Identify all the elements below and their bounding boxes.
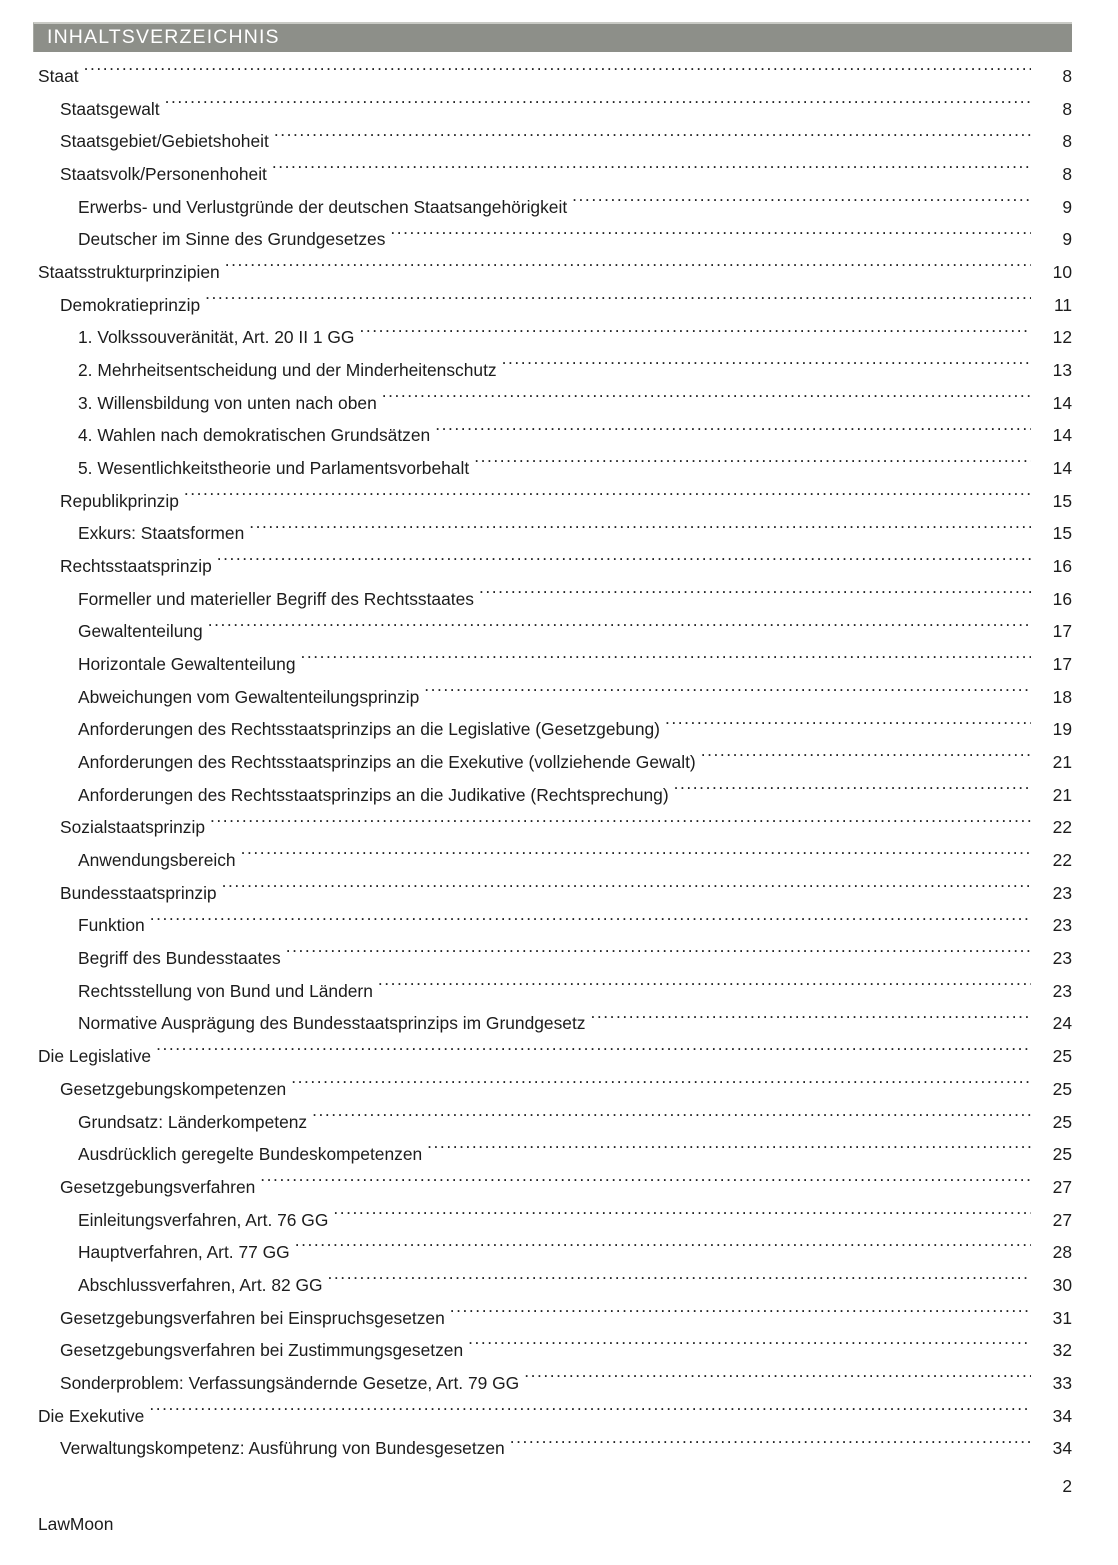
- toc-leader-dots: [272, 163, 1031, 180]
- toc-entry-page-number: 11: [1053, 294, 1072, 315]
- table-of-contents-list: [0, 60, 1118, 1465]
- toc-entry-page-number: 25: [1052, 1046, 1072, 1067]
- toc-leader-dots: [479, 587, 1031, 604]
- toc-entry[interactable]: [0, 942, 1118, 975]
- toc-entry-label: 5. Wesentlichkeitstheorie und Parlamentsvorbehalt: [78, 458, 470, 479]
- toc-leader-dots: [502, 359, 1031, 376]
- page-number: 2: [1062, 1476, 1072, 1496]
- toc-entry-page-number: 22: [1052, 850, 1072, 871]
- toc-leader-dots: [701, 751, 1031, 768]
- toc-leader-dots: [291, 1077, 1031, 1094]
- toc-entry-label: Horizontale Gewaltenteilung: [78, 654, 296, 675]
- toc-leader-dots: [435, 424, 1031, 441]
- toc-entry-page-number: 8: [1062, 131, 1072, 152]
- toc-entry-label: Erwerbs- und Verlustgründe der deutschen Staatsangehörigkeit: [78, 196, 568, 217]
- toc-leader-dots: [524, 1371, 1031, 1388]
- toc-entry-page-number: 31: [1052, 1307, 1072, 1328]
- toc-entry-page-number: 25: [1052, 1144, 1072, 1165]
- toc-entry[interactable]: [0, 158, 1118, 191]
- toc-entry-page-number: 16: [1052, 556, 1072, 577]
- toc-entry-page-number: 14: [1052, 458, 1072, 479]
- toc-entry-label: 1. Volkssouveränität, Art. 20 II 1 GG: [78, 327, 355, 348]
- toc-entry-label: Einleitungsverfahren, Art. 76 GG: [78, 1209, 329, 1230]
- toc-entry-page-number: 17: [1052, 654, 1072, 675]
- toc-entry-page-number: 21: [1052, 784, 1072, 805]
- toc-entry[interactable]: [0, 681, 1118, 714]
- toc-entry-label: Gesetzgebungsverfahren bei Einspruchsgesetzen: [60, 1307, 445, 1328]
- toc-leader-dots: [249, 522, 1031, 539]
- toc-entry-page-number: 8: [1062, 66, 1072, 86]
- toc-entry-label: Bundesstaatsprinzip: [60, 882, 217, 903]
- toc-leader-dots: [84, 65, 1031, 82]
- footer-brand: LawMoon: [38, 1514, 114, 1534]
- toc-entry-page-number: 25: [1052, 1078, 1072, 1099]
- toc-leader-dots: [328, 1273, 1031, 1290]
- toc-entry-label: Normative Ausprägung des Bundesstaatsprinzips im Grundgesetz: [78, 1013, 586, 1034]
- toc-entry-label: Formeller und materieller Begriff des Rechtsstaates: [78, 588, 474, 609]
- toc-entry[interactable]: [0, 289, 1118, 322]
- toc-leader-dots: [424, 685, 1031, 702]
- toc-entry-label: Demokratieprinzip: [60, 294, 201, 315]
- toc-entry-label: Anforderungen des Rechtsstaatsprinzips an die Exekutive (vollziehende Gewalt): [78, 752, 696, 773]
- toc-entry-page-number: 8: [1062, 164, 1072, 185]
- toc-entry[interactable]: [0, 746, 1118, 779]
- toc-leader-dots: [295, 1241, 1031, 1258]
- toc-entry-page-number: 28: [1052, 1242, 1072, 1263]
- toc-leader-dots: [312, 1110, 1031, 1127]
- toc-entry-label: Gesetzgebungskompetenzen: [60, 1078, 287, 1099]
- toc-entry-label: Abweichungen vom Gewaltenteilungsprinzip: [78, 686, 420, 707]
- toc-entry[interactable]: [0, 1236, 1118, 1269]
- toc-leader-dots: [217, 555, 1031, 572]
- toc-entry-label: 4. Wahlen nach demokratischen Grundsätzen: [78, 425, 431, 446]
- toc-entry-page-number: 17: [1052, 621, 1072, 642]
- toc-leader-dots: [149, 1404, 1031, 1421]
- toc-entry-page-number: 32: [1052, 1340, 1072, 1361]
- toc-entry-label: Begriff des Bundesstaates: [78, 948, 281, 969]
- toc-entry[interactable]: [0, 713, 1118, 746]
- toc-entry-label: Republikprinzip: [60, 490, 179, 511]
- toc-entry-label: Anwendungsbereich: [78, 850, 236, 871]
- toc-entry-label: Deutscher im Sinne des Grundgesetzes: [78, 229, 386, 250]
- toc-entry-label: Rechtsstellung von Bund und Ländern: [78, 980, 373, 1001]
- toc-entry-label: Anforderungen des Rechtsstaatsprinzips an die Legislative (Gesetzgebung): [78, 719, 660, 740]
- toc-leader-dots: [205, 293, 1031, 310]
- toc-leader-dots: [450, 1306, 1031, 1323]
- toc-entry-page-number: 14: [1052, 425, 1072, 446]
- toc-entry-label: 2. Mehrheitsentscheidung und der Minderheitenschutz: [78, 360, 497, 381]
- toc-entry[interactable]: [0, 60, 1118, 93]
- toc-entry-label: Staatsgebiet/Gebietshoheit: [60, 131, 269, 152]
- toc-entry-label: Verwaltungskompetenz: Ausführung von Bundesgesetzen: [60, 1438, 505, 1459]
- toc-leader-dots: [260, 1175, 1031, 1192]
- toc-entry-label: Funktion: [78, 915, 145, 936]
- toc-entry-page-number: 23: [1052, 915, 1072, 936]
- toc-leader-dots: [378, 979, 1031, 996]
- toc-entry-page-number: 30: [1052, 1274, 1072, 1295]
- toc-entry-page-number: 18: [1052, 686, 1072, 707]
- toc-entry-page-number: 24: [1052, 1013, 1072, 1034]
- toc-leader-dots: [222, 881, 1031, 898]
- toc-entry-page-number: 33: [1052, 1372, 1072, 1393]
- toc-entry[interactable]: [0, 223, 1118, 256]
- toc-entry[interactable]: [0, 1334, 1118, 1367]
- toc-leader-dots: [274, 130, 1031, 147]
- toc-entry-page-number: 27: [1052, 1209, 1072, 1230]
- toc-entry[interactable]: [0, 909, 1118, 942]
- toc-entry-page-number: 14: [1052, 392, 1072, 413]
- toc-entry-page-number: 21: [1052, 752, 1072, 773]
- toc-entry[interactable]: [0, 975, 1118, 1008]
- toc-leader-dots: [184, 489, 1031, 506]
- toc-entry[interactable]: [0, 1171, 1118, 1204]
- toc-leader-dots: [382, 391, 1031, 408]
- toc-leader-dots: [150, 914, 1031, 931]
- toc-entry-label: Exkurs: Staatsformen: [78, 523, 245, 544]
- toc-entry[interactable]: [0, 844, 1118, 877]
- toc-entry[interactable]: [0, 387, 1118, 420]
- toc-entry-label: Gewaltenteilung: [78, 621, 203, 642]
- toc-entry[interactable]: [0, 877, 1118, 910]
- toc-entry-page-number: 22: [1052, 817, 1072, 838]
- toc-entry-page-number: 27: [1052, 1176, 1072, 1197]
- toc-leader-dots: [165, 97, 1031, 114]
- toc-entry-page-number: 13: [1052, 360, 1072, 381]
- toc-entry-page-number: 34: [1052, 1438, 1072, 1459]
- toc-entry-label: 3. Willensbildung von unten nach oben: [78, 392, 377, 413]
- toc-entry-page-number: 19: [1052, 719, 1072, 740]
- toc-entry[interactable]: [0, 1204, 1118, 1237]
- toc-entry-label: Die Exekutive: [38, 1405, 145, 1426]
- toc-leader-dots: [359, 326, 1031, 343]
- toc-entry-label: Staatsstrukturprinzipien: [38, 262, 220, 283]
- toc-entry-page-number: 34: [1052, 1405, 1072, 1426]
- toc-leader-dots: [474, 457, 1031, 474]
- toc-entry-page-number: 15: [1052, 523, 1072, 544]
- toc-entry[interactable]: [0, 354, 1118, 387]
- toc-entry[interactable]: [0, 1302, 1118, 1335]
- toc-entry-page-number: 25: [1052, 1111, 1072, 1132]
- toc-leader-dots: [510, 1437, 1031, 1454]
- toc-entry-page-number: 15: [1052, 490, 1072, 511]
- toc-entry[interactable]: [0, 550, 1118, 583]
- toc-entry-label: Anforderungen des Rechtsstaatsprinzips an die Judikative (Rechtsprechung): [78, 784, 669, 805]
- toc-entry[interactable]: [0, 1007, 1118, 1040]
- toc-entry[interactable]: [0, 1040, 1118, 1073]
- toc-entry[interactable]: [0, 419, 1118, 452]
- toc-entry-page-number: 23: [1052, 948, 1072, 969]
- toc-entry-label: Abschlussverfahren, Art. 82 GG: [78, 1274, 323, 1295]
- toc-entry-page-number: 8: [1062, 98, 1072, 119]
- toc-entry[interactable]: [0, 191, 1118, 224]
- toc-entry-page-number: 9: [1062, 229, 1072, 250]
- toc-leader-dots: [156, 1045, 1031, 1062]
- toc-leader-dots: [591, 1012, 1032, 1029]
- toc-leader-dots: [225, 261, 1031, 278]
- toc-leader-dots: [210, 816, 1031, 833]
- toc-leader-dots: [390, 228, 1031, 245]
- toc-entry-page-number: 23: [1052, 980, 1072, 1001]
- toc-entry-page-number: 23: [1052, 882, 1072, 903]
- toc-entry-label: Gesetzgebungsverfahren: [60, 1176, 256, 1197]
- toc-entry[interactable]: [0, 1073, 1118, 1106]
- toc-entry[interactable]: [0, 517, 1118, 550]
- toc-entry[interactable]: [0, 779, 1118, 812]
- toc-leader-dots: [665, 718, 1031, 735]
- toc-leader-dots: [572, 195, 1031, 212]
- toc-entry[interactable]: [0, 125, 1118, 158]
- toc-leader-dots: [674, 783, 1031, 800]
- toc-entry[interactable]: [0, 1432, 1118, 1465]
- toc-entry-label: Gesetzgebungsverfahren bei Zustimmungsgesetzen: [60, 1340, 464, 1361]
- toc-entry-label: Sozialstaatsprinzip: [60, 817, 205, 838]
- toc-entry-label: Grundsatz: Länderkompetenz: [78, 1111, 308, 1132]
- toc-entry-label: Staatsvolk/Personenhoheit: [60, 164, 267, 185]
- toc-entry-label: Ausdrücklich geregelte Bundeskompetenzen: [78, 1144, 423, 1165]
- toc-leader-dots: [427, 1143, 1031, 1160]
- toc-entry-page-number: 9: [1062, 196, 1072, 217]
- toc-entry-label: Sonderproblem: Verfassungsändernde Gesetze, Art. 79 GG: [60, 1372, 520, 1393]
- toc-entry[interactable]: [0, 1269, 1118, 1302]
- toc-entry-page-number: 12: [1052, 327, 1072, 348]
- toc-leader-dots: [241, 849, 1031, 866]
- toc-entry-label: Rechtsstaatsprinzip: [60, 556, 212, 577]
- toc-entry[interactable]: [0, 452, 1118, 485]
- toc-entry-page-number: 10: [1052, 262, 1072, 283]
- toc-entry[interactable]: [0, 1106, 1118, 1139]
- toc-entry-label: Die Legislative: [38, 1046, 152, 1067]
- toc-entry[interactable]: [0, 321, 1118, 354]
- toc-entry[interactable]: [0, 1367, 1118, 1400]
- toc-entry[interactable]: [0, 615, 1118, 648]
- toc-entry[interactable]: [0, 583, 1118, 616]
- toc-entry[interactable]: [0, 648, 1118, 681]
- toc-header-band: [33, 22, 1072, 52]
- toc-entry[interactable]: [0, 485, 1118, 518]
- toc-leader-dots: [301, 653, 1031, 670]
- toc-leader-dots: [208, 620, 1031, 637]
- toc-entry[interactable]: [0, 256, 1118, 289]
- toc-leader-dots: [333, 1208, 1031, 1225]
- toc-entry-page-number: 16: [1052, 588, 1072, 609]
- toc-entry-label: Staat: [38, 66, 79, 86]
- toc-entry-label: Hauptverfahren, Art. 77 GG: [78, 1242, 290, 1263]
- toc-entry[interactable]: [0, 93, 1118, 126]
- toc-leader-dots: [468, 1339, 1031, 1356]
- toc-entry[interactable]: [0, 1138, 1118, 1171]
- toc-entry[interactable]: [0, 811, 1118, 844]
- toc-leader-dots: [286, 947, 1031, 964]
- page-title: INHALTSVERZEICHNIS: [47, 26, 280, 49]
- toc-entry-label: Staatsgewalt: [60, 98, 160, 119]
- toc-entry[interactable]: [0, 1400, 1118, 1433]
